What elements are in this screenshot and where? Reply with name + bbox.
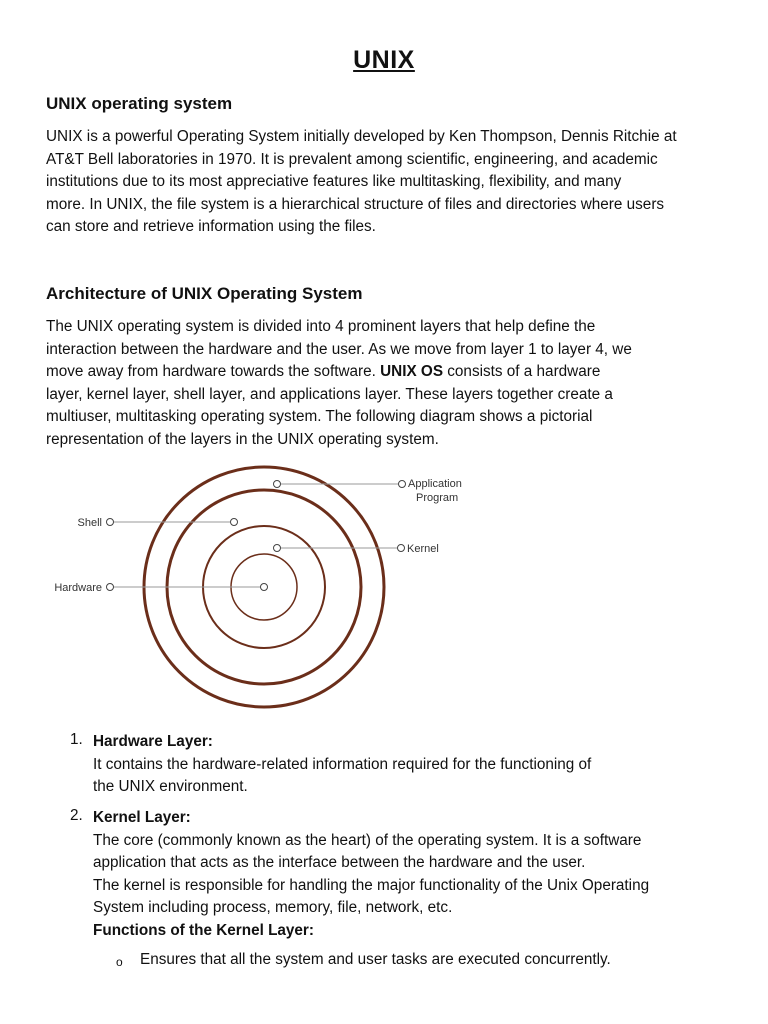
list-item-kernel-layer xyxy=(93,807,733,943)
paragraph-line: The UNIX operating system is divided into 4 prominent layers that help define the xyxy=(46,318,596,335)
bullet-item: Ensures that all the system and user tasks are executed concurrently. xyxy=(140,951,611,968)
list-item-hardware-layer xyxy=(93,731,733,799)
section-heading-unix-os: UNIX operating system xyxy=(46,94,233,113)
hardware-label: Hardware xyxy=(54,582,102,594)
list-item-line: application that acts as the interface between the hardware and the user. xyxy=(93,854,586,872)
shell-outer-marker xyxy=(107,519,114,526)
list-item-title: Hardware Layer: xyxy=(93,733,213,750)
page-title: UNIX xyxy=(353,46,415,74)
list-item-line: System including process, memory, file, network, etc. xyxy=(93,899,453,917)
application-label-line2: Program xyxy=(416,492,459,504)
paragraph-line: AT&T Bell laboratories in 1970. It is prevalent among scientific, engineering, and academic xyxy=(46,150,658,168)
paragraph-line: institutions due to its most appreciative features like multitasking, flexibility, and many xyxy=(46,173,622,191)
paragraph-line xyxy=(46,361,736,384)
application-inner-marker xyxy=(274,481,281,488)
shell-label: Shell xyxy=(77,517,102,529)
intro-paragraph xyxy=(46,126,736,239)
paragraph-line: more. In UNIX, the file system is a hierarchical structure of files and directories where users xyxy=(46,195,665,213)
architecture-paragraph xyxy=(46,316,736,452)
unix-layers-diagram xyxy=(40,462,480,724)
text-run: consists of a hardware xyxy=(443,363,601,381)
kernel-inner-marker xyxy=(274,545,281,552)
kernel-label: Kernel xyxy=(407,543,439,555)
bold-term-unix-os: UNIX OS xyxy=(380,363,444,381)
list-item-line: The core (commonly known as the heart) of the operating system. It is a software xyxy=(93,831,642,849)
section-heading-architecture: Architecture of UNIX Operating System xyxy=(46,284,363,303)
list-number: 1. xyxy=(70,731,83,748)
paragraph-line: multiuser, multitasking operating system. The following diagram shows a pictorial xyxy=(46,408,593,426)
hardware-outer-marker xyxy=(107,584,114,591)
paragraph-line: can store and retrieve information using the files. xyxy=(46,218,376,236)
layers-svg xyxy=(40,462,480,724)
list-item-line: the UNIX environment. xyxy=(93,778,248,796)
paragraph-line: representation of the layers in the UNIX operating system. xyxy=(46,430,439,448)
list-item-title: Kernel Layer: xyxy=(93,809,191,826)
list-item-line: It contains the hardware-related information required for the functioning of xyxy=(93,755,592,773)
bullet-marker: o xyxy=(116,955,123,969)
paragraph-line: interaction between the hardware and the user. As we move from layer 1 to layer 4, we xyxy=(46,340,632,358)
text-run: move away from hardware towards the software. xyxy=(46,363,381,381)
kernel-functions-subheading: Functions of the Kernel Layer: xyxy=(93,921,314,939)
shell-inner-marker xyxy=(231,519,238,526)
application-outer-marker xyxy=(399,481,406,488)
hardware-center-marker xyxy=(261,584,268,591)
application-label-line1: Application xyxy=(408,478,462,490)
kernel-outer-marker xyxy=(398,545,405,552)
paragraph-line: UNIX is a powerful Operating System initially developed by Ken Thompson, Dennis Ritchie at xyxy=(46,128,677,145)
paragraph-line: layer, kernel layer, shell layer, and applications layer. These layers together create a xyxy=(46,385,613,403)
list-item-line: The kernel is responsible for handling the major functionality of the Unix Operating xyxy=(93,876,650,894)
list-number: 2. xyxy=(70,807,83,824)
